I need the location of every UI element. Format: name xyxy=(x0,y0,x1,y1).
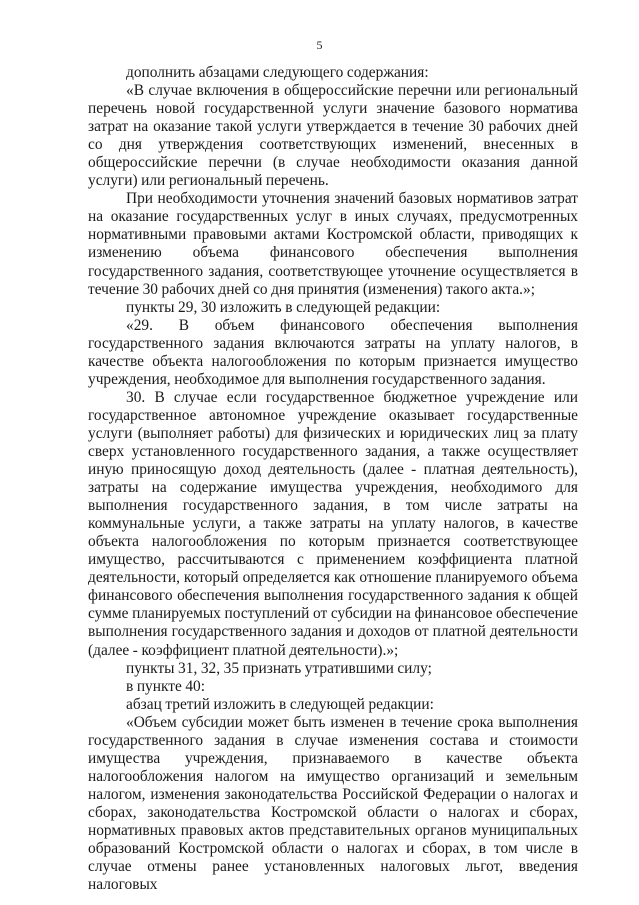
page-number: 5 xyxy=(316,38,323,52)
paragraph-8: в пункте 40: xyxy=(126,677,206,695)
paragraph-3: При необходимости уточнения значений базовых нормативов затрат на оказание государственных услуг в иных случаях, предусмотренных нормативными правовыми актами Костромской области, приводящих к изменению объема финансового обеспечения выполнения государственного задания, соответствующее уточнение осуществляется в течение 30 рабочих дней со дня принятия (изменения) такого акта.»; xyxy=(88,190,578,298)
paragraph-9: абзац третий изложить в следующей редакции: xyxy=(126,695,434,713)
paragraph-1: дополнить абзацами следующего содержания: xyxy=(126,64,429,81)
paragraph-7: пункты 31, 32, 35 признать утратившими силу; xyxy=(126,659,432,677)
document-body xyxy=(88,64,578,894)
paragraph-5: «29. В объем финансового обеспечения выполнения государственного задания включаются затраты на уплату налогов, в качестве объекта налогообложения по которым признается имущество учреждения, необходимое для выполнения государственного задания. xyxy=(88,316,578,388)
paragraph-2: «В случае включения в общероссийские перечни или региональный перечень новой государственной услуги значение базового норматива затрат на оказание такой услуги утверждается в течение 30 рабочих дней со дня утверждения соответствующих изменений, внесенных в общероссийские перечни (в случае необходимости оказания данной услуги) или региональный перечень. xyxy=(88,82,578,190)
paragraph-6: 30. В случае если государственное бюджетное учреждение или государственное автономное учреждение оказывает государственные услуги (выполняет работы) для физических и юридических лиц за плату сверх установленного государственного задания, а также осуществляет иную приносящую доход деятельность (далее - платная деятельность), затраты на содержание имущества учреждения, необходимого для выполнения государственного задания, в том числе затраты на коммунальные услуги, а также затраты на уплату налогов, в качестве объекта налогообложения по которым признается соответствующее имущество, рассчитываются с применением коэффициента платной деятельности, который определяется как отношение планируемого объема финансового обеспечения выполнения государственного задания к общей сумме планируемых поступлений от субсидии на финансовое обеспечение выполнения государственного задания и доходов от платной деятельности (далее - коэффициент платной деятельности).»; xyxy=(88,388,578,659)
paragraph-10: «Объем субсидии может быть изменен в течение срока выполнения государственного задания в случае изменения состава и стоимости имущества учреждения, признаваемого в качестве объекта налогообложения налогом на имущество организаций и земельным налогом, изменения законодательства Российской Федерации о налогах и сборах, законодательства Костромской области о налогах и сборах, нормативных правовых актов представительных органов муниципальных образований Костромской области о налогах и сборах, в том числе в случае отмены ранее установленных налоговых льгот, введения налоговых xyxy=(88,713,578,894)
paragraph-4: пункты 29, 30 изложить в следующей редакции: xyxy=(126,298,441,316)
